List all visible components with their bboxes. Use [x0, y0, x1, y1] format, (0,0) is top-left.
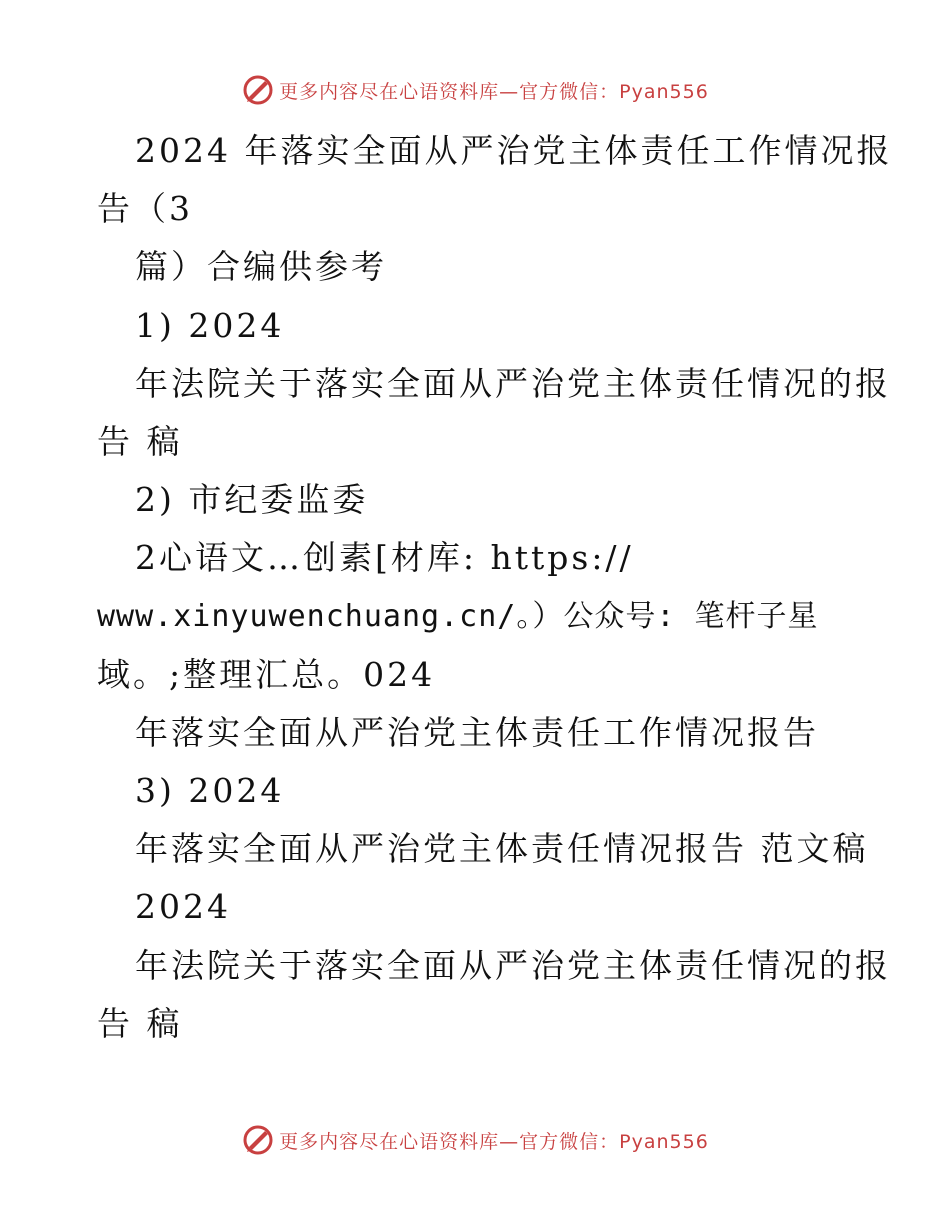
header-watermark-banner	[0, 70, 950, 110]
text-line: 年法院关于落实全面从严治党主体责任情况的报	[135, 363, 891, 403]
text-line: 域。;整理汇总。024	[97, 654, 436, 694]
text-line: 年落实全面从严治党主体责任情况报告 范文稿	[135, 829, 869, 869]
banner-wechat-id: Pyan556	[619, 80, 709, 103]
text-line: 2024 年落实全面从严治党主体责任工作情况报	[135, 131, 893, 170]
text-line: 2024	[135, 887, 231, 927]
banner-slogan: 更多内容尽在心语资料库—官方微信：	[279, 80, 620, 103]
text-line: 年落实全面从严治党主体责任工作情况报告	[135, 712, 819, 752]
banner-slogan: 更多内容尽在心语资料库—官方微信：	[279, 1130, 620, 1153]
document-body	[97, 122, 893, 1053]
banner-text	[279, 1127, 709, 1154]
text-line: 告（3	[97, 189, 193, 229]
text-line: 年法院关于落实全面从严治党主体责任情况的报	[135, 945, 891, 985]
text-line: 告 稿	[97, 1003, 183, 1043]
text-line: 2心语文…创素[材库: https://	[135, 538, 634, 578]
text-line: 告 稿	[97, 421, 183, 461]
text-line: 1) 2024	[135, 305, 285, 345]
text-line: 2) 市纪委监委	[135, 480, 369, 520]
text-line: 篇）合编供参考	[135, 247, 387, 287]
banner-text	[279, 77, 709, 104]
banner-wechat-id: Pyan556	[619, 1130, 709, 1153]
text-line: www.xinyuwenchuang.cn/。）公众号: 笔杆子星	[97, 598, 819, 634]
text-line: 3) 2024	[135, 771, 285, 811]
pen-logo-icon	[241, 1123, 275, 1157]
pen-logo-icon	[241, 73, 275, 107]
footer-watermark-banner	[0, 1120, 950, 1160]
